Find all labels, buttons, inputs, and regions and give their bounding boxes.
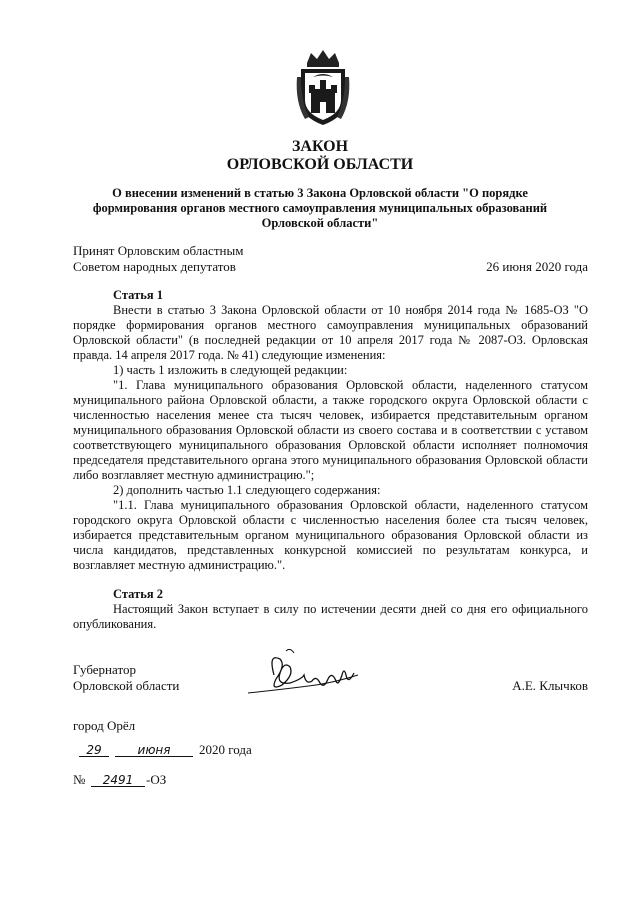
signing-day: 29 [79,742,109,757]
article-1-heading: Статья 1 [113,288,163,302]
law-number-value: 2491 [91,772,145,787]
signing-date [73,742,373,760]
adoption-line: Принят Орловским областным [73,243,244,258]
law-number [73,772,273,790]
signatory-position [73,662,179,694]
subject-line: Орловской области" [261,216,379,230]
law-title: ЗАКОН [291,138,349,155]
law-body [73,288,588,632]
law-subject [85,186,555,231]
adoption-date: 26 июня 2020 года [486,259,588,274]
signing-month: июня [115,742,193,757]
adoption-body [73,243,243,275]
adoption-line: Советом народных депутатов [73,259,236,274]
number-suffix: -ОЗ [146,772,167,787]
article-1-intro: Внести в статью 3 Закона Орловской области от 10 ноября 2014 года № 1685-ОЗ "О порядке формирования органов местного самоуправления муниципальных образований Орловской области" (в последней редакции от 10 апреля 2017 года № 2087-ОЗ. Орловская правда. 14 апреля 2017 года. № 41) следующие изменения: [73,303,588,362]
signatory-name: А.Е. Клычков [512,678,588,693]
handwritten-signature [246,645,361,710]
subject-line: формирования органов местного самоуправления муниципальных образований [92,201,548,215]
article-2-heading: Статья 2 [113,587,163,601]
coat-of-arms-emblem [295,47,351,127]
article-1-item-2: 2) дополнить частью 1.1 следующего содержания: [113,483,381,497]
subject-line: О внесении изменений в статью 3 Закона Орловской области "О порядке [112,186,528,200]
signing-year: 2020 года [199,742,252,757]
city: город Орёл [73,718,136,733]
article-1-item-1: 1) часть 1 изложить в следующей редакции: [113,363,348,377]
number-sign: № [73,772,86,787]
position-line: Губернатор [73,662,136,677]
article-2-text: Настоящий Закон вступает в силу по истечении десяти дней со дня его официального опубликования. [73,602,588,631]
article-1-item-1-text: "1. Глава муниципального образования Орловской области, наделенного статусом муниципального района Орловской области, а также городского округа Орловской области с численностью населения менее ста тысяч человек, избирается представительным органом муниципального образования Орловской области из своего состава и в соответствии с уставом соответствующего муниципального образования Орловской области исполняет полномочия председателя представительного органа этого муниципального образования Орловской области либо возглавляет местную администрацию."; [73,378,588,482]
position-line: Орловской области [73,678,180,693]
law-region-title: ОРЛОВСКОЙ ОБЛАСТИ [226,156,414,173]
article-1-item-2-text: "1.1. Глава муниципального образования Орловской области, наделенного статусом городского округа Орловской области с численностью населения более ста тысяч человек, избирается представительным органом муниципального образования Орловской области из числа кандидатов, представленных конкурсной комиссией по результатам конкурса, и возглавляет местную администрацию.". [73,498,588,572]
